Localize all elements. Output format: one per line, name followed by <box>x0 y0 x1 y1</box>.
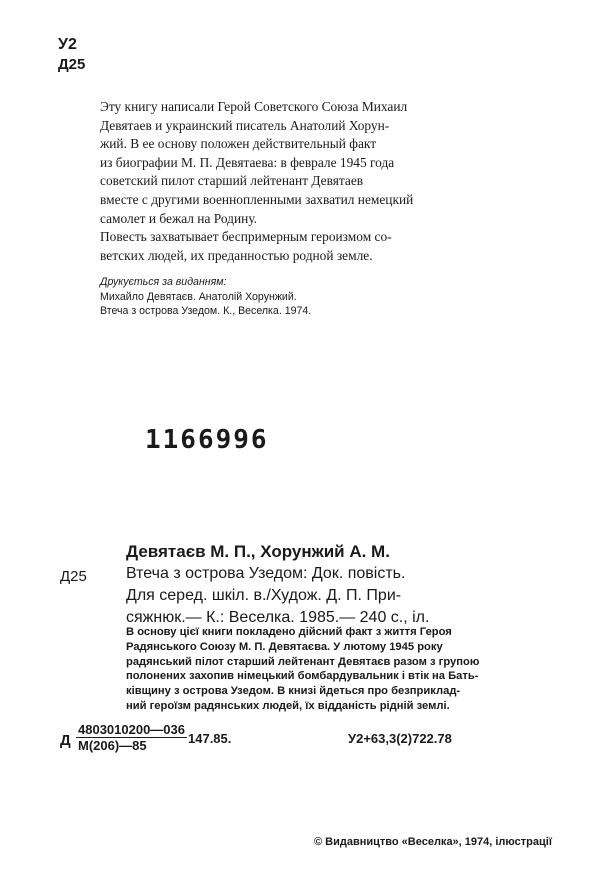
author-mark-top: Д25 <box>58 56 86 73</box>
index-suffix: 147.85. <box>188 731 232 746</box>
annotation-line: советский пилот старший лейтенант Девятаев <box>100 173 364 189</box>
copyright-line: © Видавництво «Веселка», 1974, ілюстрації <box>314 836 552 848</box>
annotation-line: жий. В ее основу положен действительный факт <box>100 136 377 152</box>
annotation-line: вместе с другими военнопленными захватил немецкий <box>100 191 414 207</box>
print-note-line: Михайло Девятаєв. Анатолій Хорунжий. <box>100 290 297 303</box>
annotation-line: ветских людей, их преданностью родной земле. <box>100 247 373 263</box>
index-denominator: М(206)—85 <box>78 738 147 753</box>
summary-line: радянський пілот старший лейтенант Девятаєв разом з групою <box>126 655 480 668</box>
catalog-authors: Девятаєв М. П., Хорунжий А. М. <box>126 542 390 561</box>
catalog-description <box>126 563 429 629</box>
summary-line: ний героїзм радянських людей, їх відданість рідній землі. <box>126 699 450 712</box>
summary-line: Радянського Союзу М. П. Девятаєва. У лютому 1945 року <box>126 640 443 653</box>
udc-code: У2 <box>58 36 77 53</box>
description-line: Для серед. шкіл. в./Худож. Д. П. При- <box>126 587 402 604</box>
summary-line: ківщину з острова Узедом. В книзі йдеться про безприклад- <box>126 685 461 698</box>
index-numerator: 4803010200—036 <box>78 722 185 737</box>
annotation-line: из биографии М. П. Девятаева: в феврале 1945 года <box>100 154 395 170</box>
description-line: сяжнюк.— К.: Веселка. 1985.— 240 с., іл. <box>126 609 430 626</box>
catalog-summary <box>126 625 480 714</box>
print-note-label: Друкується за виданням: <box>100 276 227 288</box>
print-edition-note <box>100 275 311 319</box>
index-letter: Д <box>60 732 71 749</box>
print-note-line: Втеча з острова Узедом. К., Веселка. 1974. <box>100 305 312 318</box>
annotation-line: Повесть захватывает беспримерным героизмом со- <box>100 229 392 245</box>
summary-line: В основу цієї книги покладено дійсний факт з життя Героя <box>126 626 452 638</box>
description-line: Втеча з острова Узедом: Док. повість. <box>126 565 406 582</box>
inventory-number: 1166996 <box>145 425 269 455</box>
annotation-line: Эту книгу написали Герой Советского Союза Михаил <box>100 99 408 114</box>
catalog-author-mark: Д25 <box>60 568 87 585</box>
summary-line: полонених захопив німецький бомбардувальник і втік на Бать- <box>126 670 479 683</box>
annotation-line: Девятаев и украинский писатель Анатолий Хорун- <box>100 117 390 133</box>
annotation-russian <box>100 98 460 265</box>
annotation-line: самолет и бежал на Родину. <box>100 210 258 226</box>
bbk-code: У2+63,3(2)722.78 <box>348 731 452 746</box>
index-fraction <box>76 722 187 753</box>
